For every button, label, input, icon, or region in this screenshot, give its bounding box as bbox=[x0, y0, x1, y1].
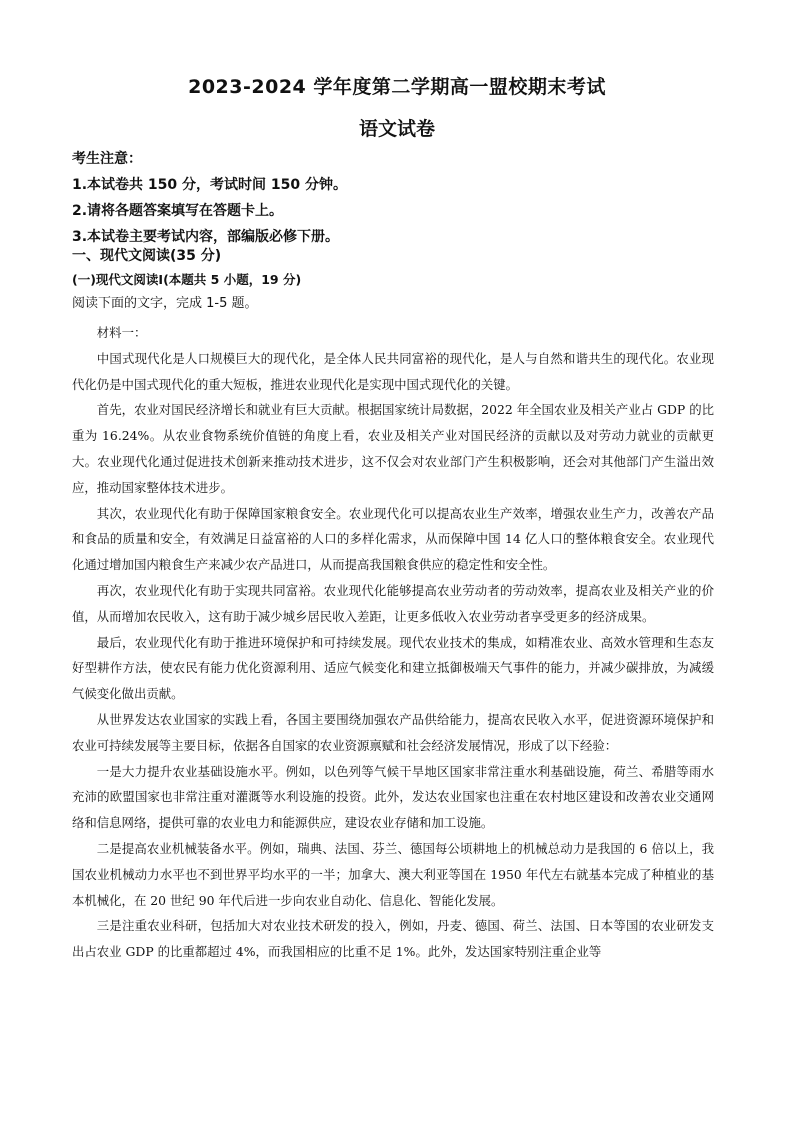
note-item: 1.本试卷共 150 分，考试时间 150 分钟。 bbox=[72, 177, 348, 193]
passage-paragraph: 其次，农业现代化有助于保障国家粮食安全。农业现代化可以提高农业生产效率，增强农业生产力，改善农产品和食品的质量和安全，有效满足日益富裕的人口的多样化需求，从而保障中国 14 亿人口的整体粮食安全。农业现代化通过增加国内粮食生产来减少农产品进口，从而提高我国粮食供应的稳定性和安全性。 bbox=[72, 505, 714, 573]
subsection-heading: (一)现代文阅读Ⅰ(本题共 5 小题，19 分) bbox=[72, 272, 302, 287]
candidate-notes bbox=[72, 146, 732, 250]
passage-paragraph: 三是注重农业科研，包括加大对农业技术研发的投入，例如，丹麦、德国、荷兰、法国、日本等国的农业研发支出占农业 GDP 的比重都超过 4%，而我国相应的比重不足 1%。此外，发达国家特别注重企业等 bbox=[72, 918, 714, 960]
note-item: 3.本试卷主要考试内容，部编版必修下册。 bbox=[72, 229, 340, 245]
section-heading: 一、现代文阅读(35 分) bbox=[72, 248, 222, 264]
exam-subtitle: 语文试卷 bbox=[358, 118, 435, 140]
passage-paragraph: 一是大力提升农业基础设施水平。例如，以色列等气候干旱地区国家非常注重水利基础设施，荷兰、希腊等雨水充沛的欧盟国家也非常注重对灌溉等水利设施的投资。此外，发达农业国家也注重在农村地区建设和改善农业交通网络和信息网络，提供可靠的农业电力和能源供应，建设农业存储和加工设施。 bbox=[72, 763, 714, 831]
passage-paragraph: 再次，农业现代化有助于实现共同富裕。农业现代化能够提高农业劳动者的劳动效率，提高农业及相关产业的价值，从而增加农民收入，这有助于减少城乡居民收入差距，让更多低收入农业劳动者享受更多的经济成果。 bbox=[72, 582, 714, 624]
note-item: 2.请将各题答案填写在答题卡上。 bbox=[72, 203, 284, 219]
reading-instruction: 阅读下面的文字，完成 1-5 题。 bbox=[72, 296, 258, 311]
material-label: 材料一： bbox=[96, 325, 147, 340]
passage-paragraph: 中国式现代化是人口规模巨大的现代化，是全体人民共同富裕的现代化，是人与自然和谐共生的现代化。农业现代化仍是中国式现代化的重大短板，推进农业现代化是实现中国式现代化的关键。 bbox=[72, 350, 714, 392]
notes-heading: 考生注意： bbox=[72, 151, 142, 167]
passage-paragraph: 首先，农业对国民经济增长和就业有巨大贡献。根据国家统计局数据，2022 年全国农业及相关产业占 GDP 的比重为 16.24%。从农业食物系统价值链的角度上看，农业及相关产业对国民经济的贡献以及对劳动力就业的贡献更大。农业现代化通过促进技术创新来推动技术进步，这不仅会对农业部门产生积极影响，还会对其他部门产生溢出效应，推动国家整体技术进步。 bbox=[72, 402, 714, 495]
exam-title: 2023-2024 学年度第二学期高一盟校期末考试 bbox=[188, 76, 606, 98]
passage-paragraph: 二是提高农业机械装备水平。例如，瑞典、法国、芬兰、德国每公顷耕地上的机械总动力是我国的 6 倍以上，我国农业机械动力水平也不到世界平均水平的一半；加拿大、澳大利亚等国在 1950 年代左右就基本完成了种植业的基本机械化，在 20 世纪 90 年代后进一步向农业自动化、信息化、智能化发展。 bbox=[72, 840, 714, 908]
passage-paragraph: 最后，农业现代化有助于推进环境保护和可持续发展。现代农业技术的集成，如精准农业、高效水管理和生态友好型耕作方法，使农民有能力优化资源利用、适应气候变化和建立抵御极端天气事件的能力，并减少碳排放，为减缓气候变化做出贡献。 bbox=[72, 634, 714, 702]
reading-passage bbox=[72, 320, 714, 965]
passage-paragraph: 从世界发达农业国家的实践上看，各国主要围绕加强农产品供给能力，提高农民收入水平，促进资源环境保护和农业可持续发展等主要目标，依据各自国家的农业资源禀赋和社会经济发展情况，形成了以下经验： bbox=[72, 711, 714, 753]
